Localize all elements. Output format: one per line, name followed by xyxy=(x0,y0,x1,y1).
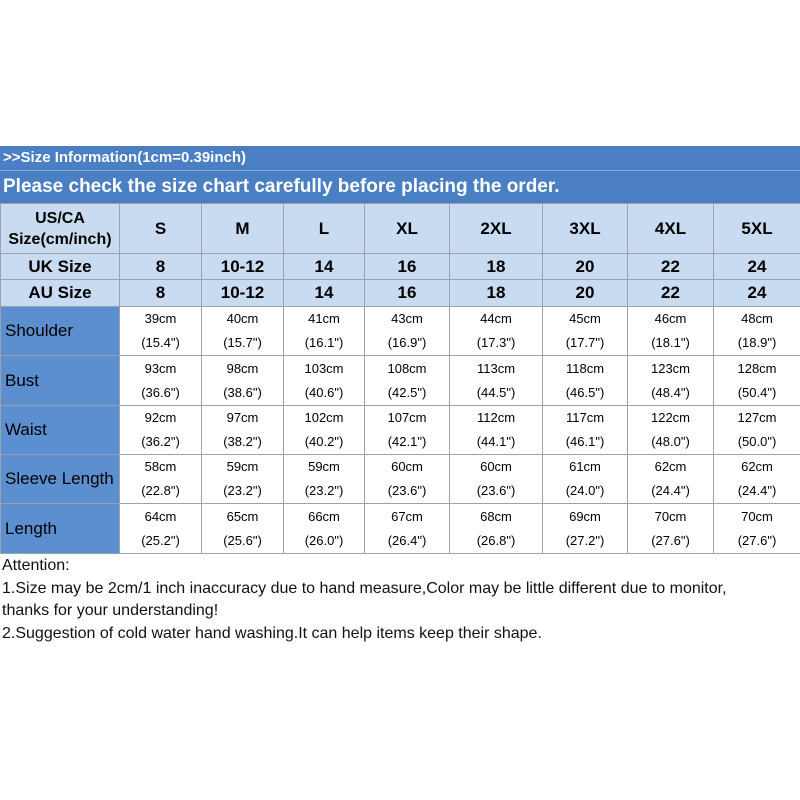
cm-value: 61cm xyxy=(569,459,601,474)
measure-cell xyxy=(714,406,800,455)
cm-value: 98cm xyxy=(226,360,259,376)
measure-label: Length xyxy=(1,504,120,554)
inch-value: (50.4") xyxy=(737,384,777,400)
inch-value: (44.1") xyxy=(476,434,516,449)
measure-cell xyxy=(365,455,450,504)
inch-value: (42.5") xyxy=(387,384,427,400)
inch-value: (16.9") xyxy=(387,335,427,350)
inch-value: (25.2") xyxy=(141,532,180,548)
measure-row xyxy=(1,406,800,455)
uk-size-cell: 8 xyxy=(120,254,202,280)
uk-size-cell: 14 xyxy=(284,254,365,280)
measure-cell xyxy=(543,504,628,554)
measure-cell xyxy=(284,406,365,455)
cm-value: 64cm xyxy=(144,508,177,524)
inch-value: (27.2") xyxy=(565,532,605,548)
us-size-cell: XL xyxy=(365,204,450,254)
uk-size-cell: 18 xyxy=(450,254,543,280)
measure-label: Waist xyxy=(1,406,120,455)
us-size-label: US/CA Size(cm/inch) xyxy=(1,204,120,254)
cm-value: 108cm xyxy=(387,360,427,376)
cm-value: 60cm xyxy=(480,459,512,474)
measure-cell xyxy=(365,307,450,356)
uk-size-cell: 24 xyxy=(714,254,800,280)
cm-value: 46cm xyxy=(654,311,687,326)
inch-value: (16.1") xyxy=(304,335,344,350)
inch-value: (23.6") xyxy=(476,483,516,498)
measure-cell xyxy=(714,504,800,554)
inch-value: (36.6") xyxy=(141,384,180,400)
measure-cell xyxy=(628,455,714,504)
inch-value: (46.1") xyxy=(565,434,605,449)
measure-cell xyxy=(543,406,628,455)
au-size-cell: 20 xyxy=(543,280,628,307)
measure-cell xyxy=(120,455,202,504)
us-size-cell: L xyxy=(284,204,365,254)
measure-cell xyxy=(365,406,450,455)
measure-label: Sleeve Length xyxy=(1,455,120,504)
inch-value: (26.8") xyxy=(476,532,516,548)
cm-value: 97cm xyxy=(226,410,259,425)
measure-cell xyxy=(284,455,365,504)
inch-value: (24.4") xyxy=(651,483,690,498)
measure-cell xyxy=(450,406,543,455)
au-size-cell: 8 xyxy=(120,280,202,307)
inch-value: (23.6") xyxy=(387,483,427,498)
cm-value: 128cm xyxy=(737,360,777,376)
inch-value: (40.2") xyxy=(304,434,344,449)
measure-cell xyxy=(365,504,450,554)
measure-cell xyxy=(202,307,284,356)
us-size-cell: 5XL xyxy=(714,204,800,254)
note-1-line-2: thanks for your understanding! xyxy=(2,602,219,619)
inch-value: (24.0") xyxy=(565,483,605,498)
inch-value: (46.5") xyxy=(565,384,605,400)
cm-value: 58cm xyxy=(144,459,177,474)
inch-value: (24.4") xyxy=(737,483,777,498)
measure-cell xyxy=(284,356,365,406)
inch-value: (48.0") xyxy=(651,434,690,449)
measure-cell xyxy=(450,356,543,406)
size-chart xyxy=(0,146,800,645)
note-1-line-1: 1.Size may be 2cm/1 inch inaccuracy due to hand measure,Color may be little different due to monitor, xyxy=(2,579,727,597)
uk-size-cell: 10-12 xyxy=(202,254,284,280)
cm-value: 65cm xyxy=(226,508,259,524)
cm-value: 113cm xyxy=(476,360,516,376)
measure-cell xyxy=(628,356,714,406)
inch-value: (15.7") xyxy=(223,335,262,350)
cm-value: 66cm xyxy=(308,508,340,524)
cm-value: 112cm xyxy=(476,410,516,425)
measure-cell xyxy=(202,455,284,504)
cm-value: 62cm xyxy=(654,459,687,474)
cm-value: 117cm xyxy=(565,410,605,425)
cm-value: 44cm xyxy=(480,311,512,326)
measurement-rows xyxy=(1,307,800,554)
size-info-header: >>Size Information(1cm=0.39inch) xyxy=(0,146,800,170)
inch-value: (15.4") xyxy=(141,335,180,350)
us-size-row xyxy=(1,204,800,254)
cm-value: 122cm xyxy=(650,410,691,425)
inch-value: (18.1") xyxy=(651,335,690,350)
measure-cell xyxy=(365,356,450,406)
inch-value: (18.9") xyxy=(737,335,777,350)
us-size-cell: M xyxy=(202,204,284,254)
cm-value: 39cm xyxy=(144,311,177,326)
cm-value: 67cm xyxy=(391,508,423,524)
inch-value: (17.7") xyxy=(565,335,605,350)
us-size-cell: 4XL xyxy=(628,204,714,254)
measure-cell xyxy=(284,504,365,554)
measure-cell xyxy=(120,504,202,554)
au-size-cell: 16 xyxy=(365,280,450,307)
measure-cell xyxy=(202,504,284,554)
au-size-row xyxy=(1,280,800,307)
cm-value: 123cm xyxy=(650,360,691,376)
au-size-cell: 24 xyxy=(714,280,800,307)
cm-value: 59cm xyxy=(226,459,259,474)
cm-value: 48cm xyxy=(741,311,773,326)
inch-value: (22.8") xyxy=(141,483,180,498)
au-size-cell: 14 xyxy=(284,280,365,307)
cm-value: 68cm xyxy=(480,508,512,524)
measure-cell xyxy=(628,307,714,356)
measure-cell xyxy=(120,307,202,356)
uk-size-cell: 16 xyxy=(365,254,450,280)
cm-value: 70cm xyxy=(741,508,773,524)
cm-value: 92cm xyxy=(144,410,177,425)
measure-cell xyxy=(202,406,284,455)
cm-value: 103cm xyxy=(304,360,344,376)
cm-value: 93cm xyxy=(144,360,177,376)
measure-row xyxy=(1,504,800,554)
cm-value: 41cm xyxy=(308,311,340,326)
au-size-label: AU Size xyxy=(1,280,120,307)
au-size-cell: 22 xyxy=(628,280,714,307)
inch-value: (26.0") xyxy=(304,532,344,548)
cm-value: 40cm xyxy=(226,311,259,326)
cm-value: 62cm xyxy=(741,459,773,474)
cm-value: 70cm xyxy=(654,508,687,524)
measure-cell xyxy=(120,356,202,406)
au-size-cell: 10-12 xyxy=(202,280,284,307)
measure-cell xyxy=(543,455,628,504)
uk-size-cell: 20 xyxy=(543,254,628,280)
measure-cell xyxy=(628,504,714,554)
uk-size-row xyxy=(1,254,800,280)
note-2: 2.Suggestion of cold water hand washing.It can help items keep their shape. xyxy=(2,624,542,642)
attention-notes xyxy=(0,554,800,645)
cm-value: 69cm xyxy=(569,508,601,524)
check-chart-banner: Please check the size chart carefully before placing the order. xyxy=(0,170,800,203)
au-size-cell: 18 xyxy=(450,280,543,307)
inch-value: (23.2") xyxy=(223,483,262,498)
inch-value: (40.6") xyxy=(304,384,344,400)
measure-cell xyxy=(450,455,543,504)
measure-row xyxy=(1,356,800,406)
measure-cell xyxy=(543,356,628,406)
inch-value: (44.5") xyxy=(476,384,516,400)
measure-cell xyxy=(628,406,714,455)
measure-row xyxy=(1,455,800,504)
us-size-cell: S xyxy=(120,204,202,254)
size-table xyxy=(0,203,800,554)
measure-cell xyxy=(284,307,365,356)
inch-value: (38.6") xyxy=(223,384,262,400)
measure-label: Bust xyxy=(1,356,120,406)
inch-value: (50.0") xyxy=(737,434,777,449)
inch-value: (42.1") xyxy=(387,434,427,449)
us-size-cell: 3XL xyxy=(543,204,628,254)
cm-value: 59cm xyxy=(308,459,340,474)
inch-value: (26.4") xyxy=(387,532,427,548)
inch-value: (25.6") xyxy=(223,532,262,548)
cm-value: 107cm xyxy=(387,410,427,425)
cm-value: 43cm xyxy=(391,311,423,326)
measure-cell xyxy=(543,307,628,356)
cm-value: 127cm xyxy=(737,410,777,425)
attention-heading: Attention: xyxy=(2,557,70,574)
measure-cell xyxy=(120,406,202,455)
measure-row xyxy=(1,307,800,356)
inch-value: (27.6") xyxy=(737,532,777,548)
inch-value: (27.6") xyxy=(651,532,690,548)
measure-cell xyxy=(202,356,284,406)
measure-cell xyxy=(714,455,800,504)
inch-value: (38.2") xyxy=(223,434,262,449)
uk-size-label: UK Size xyxy=(1,254,120,280)
us-size-cell: 2XL xyxy=(450,204,543,254)
measure-cell xyxy=(450,307,543,356)
measure-cell xyxy=(450,504,543,554)
cm-value: 102cm xyxy=(304,410,344,425)
inch-value: (23.2") xyxy=(304,483,344,498)
measure-cell xyxy=(714,356,800,406)
inch-value: (36.2") xyxy=(141,434,180,449)
cm-value: 118cm xyxy=(565,360,605,376)
measure-cell xyxy=(714,307,800,356)
cm-value: 45cm xyxy=(569,311,601,326)
measure-label: Shoulder xyxy=(1,307,120,356)
inch-value: (48.4") xyxy=(651,384,690,400)
inch-value: (17.3") xyxy=(476,335,516,350)
uk-size-cell: 22 xyxy=(628,254,714,280)
cm-value: 60cm xyxy=(391,459,423,474)
